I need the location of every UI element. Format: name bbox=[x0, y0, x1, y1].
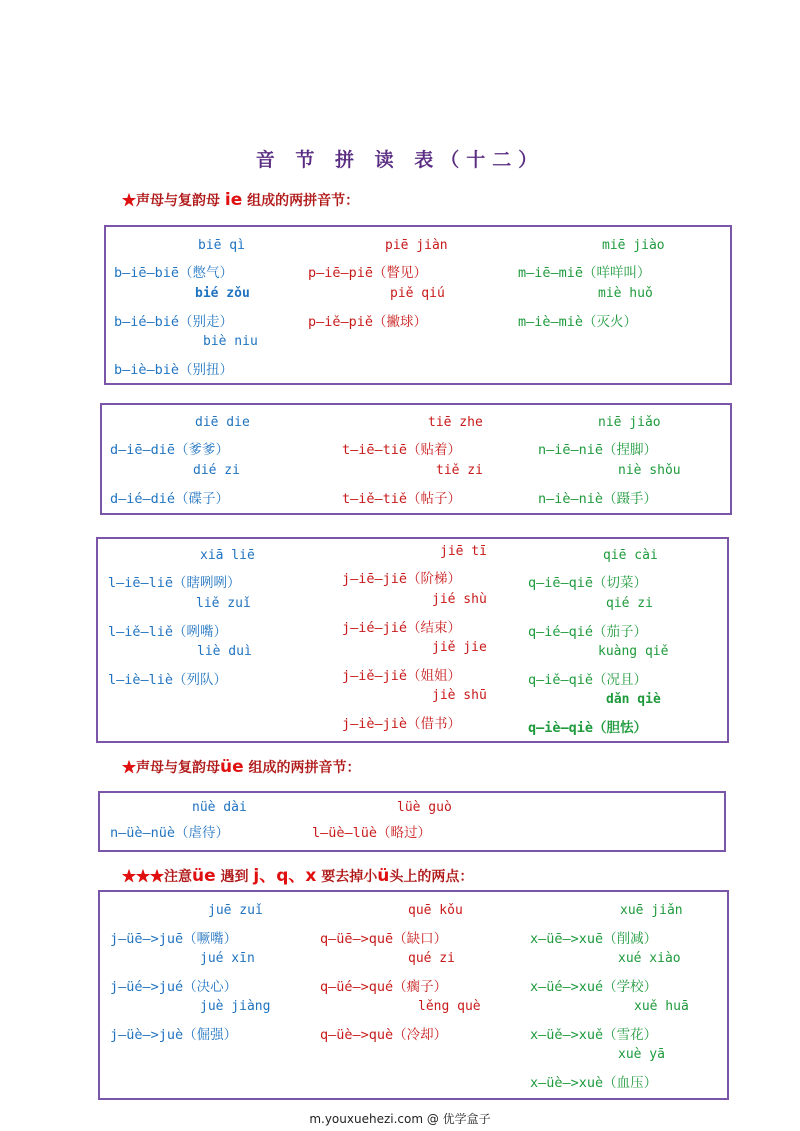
spelling-formula: q—iě—qiě（况且） bbox=[528, 672, 648, 688]
spelling-formula: q—üē—>quē（缺口） bbox=[320, 931, 448, 947]
spelling-formula: b—iē—biē（憋气） bbox=[114, 265, 234, 281]
pinyin-label: xuē jiǎn bbox=[620, 903, 683, 918]
spelling-formula: q—üè—>què（冷却） bbox=[320, 1027, 448, 1043]
spelling-formula: p—iě—piě（撇球） bbox=[308, 314, 428, 330]
pinyin-label: xué xiào bbox=[618, 951, 681, 966]
pinyin-label: jiē tī bbox=[440, 544, 487, 559]
pinyin-label: juè jiàng bbox=[200, 999, 271, 1014]
pinyin-label: jiě jie bbox=[432, 640, 487, 655]
spelling-formula: l—iē—liē（瞎咧咧） bbox=[108, 575, 241, 591]
spelling-formula: t—iě—tiě（帖子） bbox=[342, 491, 462, 507]
spelling-formula: x—üé—>xué（学校） bbox=[530, 979, 658, 995]
pinyin-label: miè huǒ bbox=[598, 286, 653, 301]
page-title: 音 节 拼 读 表（十二） bbox=[255, 149, 545, 171]
spelling-formula: j—iè—jiè（借书） bbox=[342, 716, 462, 732]
pinyin-label: biē qì bbox=[198, 238, 245, 253]
pinyin-label: xuě huā bbox=[634, 999, 689, 1014]
pinyin-label: dié zi bbox=[193, 463, 240, 478]
spelling-formula: q—üé—>qué（瘸子） bbox=[320, 979, 448, 995]
section-heading-note: ★★★注意üe 遇到 j、q、x 要去掉小ü头上的两点： bbox=[122, 866, 474, 886]
pinyin-label: juē zuǐ bbox=[208, 903, 263, 918]
pinyin-label: qié zi bbox=[606, 596, 653, 611]
spelling-formula: d—ié—dié（碟子） bbox=[110, 491, 230, 507]
spelling-formula: m—iè—miè（灭火） bbox=[518, 314, 638, 330]
pinyin-label: miē jiào bbox=[602, 238, 665, 253]
pinyin-label: liě zuǐ bbox=[196, 596, 251, 611]
pinyin-label: tiě zi bbox=[436, 463, 483, 478]
spelling-formula: l—üè—lüè（略过） bbox=[312, 825, 432, 841]
pinyin-label: bié zǒu bbox=[195, 286, 250, 301]
spelling-formula: q—ié—qié（茄子） bbox=[528, 624, 648, 640]
pinyin-label: qiē cài bbox=[603, 548, 658, 563]
spelling-formula: x—üě—>xuě（雪花） bbox=[530, 1027, 658, 1043]
pinyin-label: xuè yā bbox=[618, 1047, 665, 1062]
star-icon: ★ bbox=[122, 760, 136, 776]
spelling-formula: n—iē—niē（捏脚） bbox=[538, 442, 658, 458]
heading-text: 组成的两拼音节： bbox=[243, 760, 361, 776]
star-icon: ★ bbox=[122, 193, 136, 209]
spelling-formula: n—üè—nüè（虐待） bbox=[110, 825, 230, 841]
pinyin-label: piē jiàn bbox=[385, 238, 448, 253]
heading-highlight: ie bbox=[224, 190, 243, 210]
spelling-formula: b—ié—bié（别走） bbox=[114, 314, 234, 330]
spelling-formula: j—iě—jiě（姐姐） bbox=[342, 668, 462, 684]
pinyin-label: xiā liē bbox=[200, 548, 255, 563]
heading-highlight: üe bbox=[220, 757, 244, 777]
star-icon: ★★★ bbox=[122, 869, 164, 885]
heading-text: 声母与复韵母 bbox=[136, 193, 225, 209]
pinyin-label: jiè shū bbox=[432, 688, 487, 703]
spelling-formula: t—iē—tiē（贴着） bbox=[342, 442, 462, 458]
spelling-formula: j—ié—jié（结束） bbox=[342, 620, 462, 636]
heading-text: 声母与复韵母 bbox=[136, 760, 220, 776]
heading-text: 组成的两拼音节： bbox=[242, 193, 360, 209]
syllable-box-5 bbox=[98, 890, 729, 1100]
spelling-formula: d—iē—diē（爹爹） bbox=[110, 442, 230, 458]
pinyin-label: tiē zhe bbox=[428, 415, 483, 430]
pinyin-label: kuàng qiě bbox=[598, 644, 669, 659]
pinyin-label: diē die bbox=[195, 415, 250, 430]
spelling-formula: x—üè—>xuè（血压） bbox=[530, 1075, 658, 1091]
pinyin-label: qué zi bbox=[408, 951, 455, 966]
spelling-formula: q—iē—qiē（切菜） bbox=[528, 575, 648, 591]
spelling-formula: j—üè—>juè（倔强） bbox=[110, 1027, 238, 1043]
spelling-formula: n—iè—niè（蹑手） bbox=[538, 491, 658, 507]
pinyin-label: dǎn qiè bbox=[606, 692, 661, 707]
section-heading-ie bbox=[122, 190, 359, 210]
spelling-formula: x—üē—>xuē（削减） bbox=[530, 931, 658, 947]
spelling-formula: l—iè—liè（列队） bbox=[108, 672, 228, 688]
spelling-formula: l—iě—liě（咧嘴） bbox=[108, 624, 228, 640]
pinyin-label: jié shù bbox=[432, 592, 487, 607]
pinyin-label: lüè guò bbox=[397, 800, 452, 815]
spelling-formula: j—üē—>juē（噘嘴） bbox=[110, 931, 238, 947]
pinyin-label: quē kǒu bbox=[408, 903, 463, 918]
spelling-formula: p—iē—piē（瞥见） bbox=[308, 265, 428, 281]
pinyin-label: piě qiú bbox=[390, 286, 445, 301]
section-heading-ue bbox=[122, 757, 361, 777]
spelling-formula: j—üé—>jué（决心） bbox=[110, 979, 238, 995]
pinyin-label: biè niu bbox=[203, 334, 258, 349]
pinyin-label: niē jiǎo bbox=[598, 415, 661, 430]
spelling-formula: q—iè—qiè（胆怯） bbox=[528, 720, 648, 736]
spelling-formula: j—iē—jiē（阶梯） bbox=[342, 571, 462, 587]
pinyin-label: niè shǒu bbox=[618, 463, 681, 478]
spelling-formula: m—iē—miē（咩咩叫） bbox=[518, 265, 651, 281]
footer-watermark: m.youxuehezi.com @ 优学盒子 bbox=[309, 1112, 491, 1126]
spelling-formula: b—iè—biè（别扭） bbox=[114, 362, 234, 378]
pinyin-label: nüè dài bbox=[192, 800, 247, 815]
pinyin-label: lěng què bbox=[418, 999, 481, 1014]
pinyin-label: jué xīn bbox=[200, 951, 255, 966]
pinyin-label: liè duì bbox=[197, 644, 252, 659]
